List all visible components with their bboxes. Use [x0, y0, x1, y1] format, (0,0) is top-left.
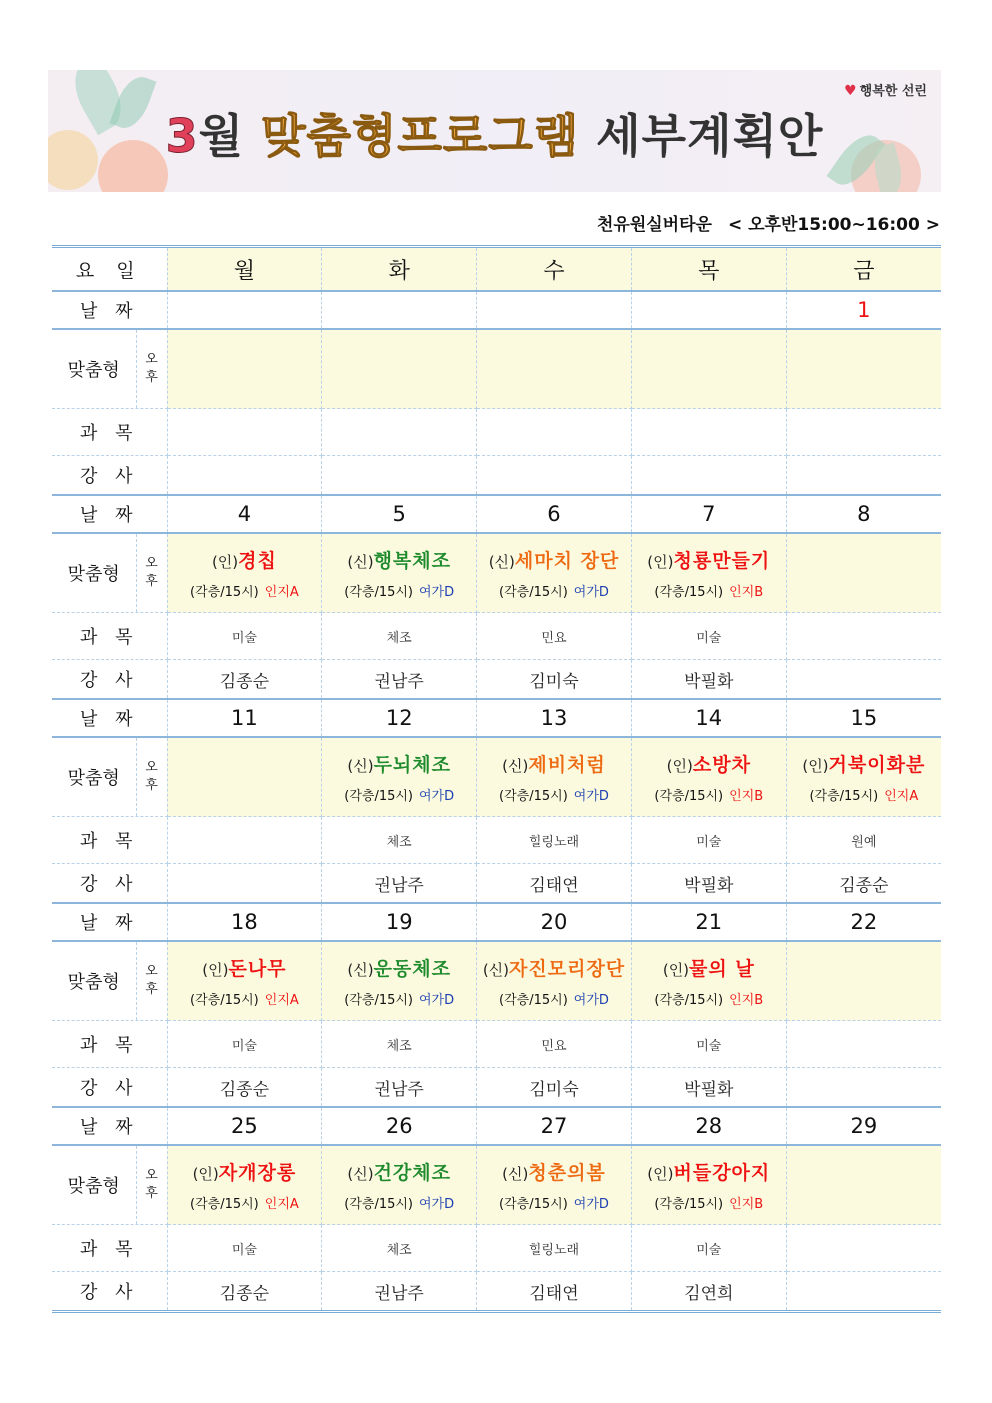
subject-cell: [786, 613, 941, 660]
date-cell: 4: [167, 495, 322, 533]
program-detail: [632, 785, 786, 804]
program-label-cell: [52, 737, 167, 817]
date-cell: 13: [477, 699, 632, 737]
teacher-row: [52, 456, 941, 496]
date-cell: 26: [322, 1107, 477, 1145]
program-name: 청춘의봄: [528, 1162, 606, 1184]
pm-bottom: 후: [145, 574, 158, 589]
program-category: 인지B: [729, 1197, 764, 1212]
program-detail: [168, 1193, 322, 1212]
date-cell: 21: [631, 903, 786, 941]
session-time: < 오후반15:00~16:00 >: [727, 215, 940, 235]
org-name: 천유원실버타운: [596, 215, 712, 235]
program-prefix: (인): [662, 961, 690, 979]
program-name: 두뇌체조: [373, 754, 451, 776]
subject-cell: 체조: [322, 1225, 477, 1272]
heart-icon: ♥: [844, 83, 857, 99]
date-cell: [477, 291, 632, 329]
subject-cell: 미술: [167, 1225, 322, 1272]
program-name: 제비처럼: [528, 754, 606, 776]
program-cell: [167, 1145, 322, 1225]
program-detail: [632, 1193, 786, 1212]
title-wol: 월: [198, 109, 245, 163]
subject-row: [52, 1225, 941, 1272]
program-cell: [167, 533, 322, 613]
subject-label: 과 목: [52, 409, 167, 456]
teacher-cell: 박필화: [631, 660, 786, 700]
teacher-cell: 권남주: [322, 1272, 477, 1312]
program-label-cell: [52, 533, 167, 613]
date-cell: 25: [167, 1107, 322, 1145]
program-label: 맞춤형: [67, 564, 120, 585]
program-cell: [322, 1145, 477, 1225]
program-cell: [322, 941, 477, 1021]
program-cell: [477, 1145, 632, 1225]
program-title: [168, 1158, 322, 1185]
program-title: [322, 750, 476, 777]
program-prefix: (신): [502, 1165, 529, 1183]
pm-top: 오: [145, 556, 158, 571]
teacher-cell: [786, 1272, 941, 1312]
teacher-cell: [322, 456, 477, 496]
program-cell: [477, 329, 632, 409]
program-detail: [322, 785, 476, 804]
program-category: 여가D: [573, 585, 609, 600]
teacher-label: 강 사: [52, 660, 167, 700]
program-title: [477, 954, 631, 981]
program-cell: [322, 737, 477, 817]
program-cell: [786, 941, 941, 1021]
subject-cell: 민요: [477, 1021, 632, 1068]
teacher-row: [52, 1272, 941, 1312]
program-label: 맞춤형: [67, 360, 120, 381]
program-time: (각층/15시): [809, 789, 879, 804]
program-time: (각층/15시): [190, 585, 259, 600]
schedule-table: [52, 245, 941, 1313]
teacher-label: 강 사: [52, 1272, 167, 1312]
program-detail: [168, 581, 322, 600]
program-prefix: (인): [211, 553, 239, 571]
pm-label: [136, 1146, 167, 1224]
teacher-cell: 김연희: [631, 1272, 786, 1312]
program-title: [322, 546, 476, 573]
program-label: 맞춤형: [67, 768, 120, 789]
subject-cell: 미술: [631, 1021, 786, 1068]
date-row: [52, 699, 941, 737]
pm-label: [136, 942, 167, 1020]
teacher-cell: 권남주: [322, 660, 477, 700]
program-category: 인지A: [264, 993, 299, 1008]
weekday-cell: 목: [631, 247, 786, 292]
program-prefix: (신): [488, 553, 515, 571]
teacher-cell: [477, 456, 632, 496]
subject-cell: 힐링노래: [477, 817, 632, 864]
subject-cell: 체조: [322, 817, 477, 864]
program-name: 자개장롱: [218, 1162, 297, 1184]
weekday-cell: 화: [322, 247, 477, 292]
subject-cell: 힐링노래: [477, 1225, 632, 1272]
date-cell: 15: [786, 699, 941, 737]
subject-cell: [322, 409, 477, 456]
subject-cell: [167, 409, 322, 456]
subject-cell: [167, 817, 322, 864]
subject-label: 과 목: [52, 1225, 167, 1272]
teacher-cell: 김종순: [786, 864, 941, 904]
program-time: (각층/15시): [344, 1197, 413, 1212]
subject-row: [52, 1021, 941, 1068]
program-prefix: (신): [482, 961, 510, 979]
subject-cell: [786, 409, 941, 456]
program-prefix: (신): [502, 757, 529, 775]
program-row: [52, 1145, 941, 1225]
date-cell: 29: [786, 1107, 941, 1145]
program-time: (각층/15시): [190, 1197, 259, 1212]
program-time: (각층/15시): [654, 789, 724, 804]
date-cell: 7: [631, 495, 786, 533]
subject-label: 과 목: [52, 613, 167, 660]
subject-cell: [631, 409, 786, 456]
date-row: [52, 903, 941, 941]
program-label-cell: [52, 941, 167, 1021]
teacher-cell: [786, 660, 941, 700]
program-row: [52, 737, 941, 817]
teacher-row: [52, 1068, 941, 1108]
program-detail: [632, 989, 786, 1008]
teacher-cell: [786, 456, 941, 496]
date-cell: 20: [477, 903, 632, 941]
date-cell: 11: [167, 699, 322, 737]
program-cell: [477, 533, 632, 613]
subject-row: [52, 613, 941, 660]
date-cell: 5: [322, 495, 477, 533]
pm-bottom: 후: [145, 1186, 158, 1201]
teacher-cell: [167, 456, 322, 496]
subject-cell: 원예: [786, 817, 941, 864]
program-title: [168, 546, 322, 573]
subject-cell: 민요: [477, 613, 632, 660]
subject-label: 과 목: [52, 1021, 167, 1068]
teacher-cell: 박필화: [631, 1068, 786, 1108]
date-cell: 8: [786, 495, 941, 533]
teacher-label: 강 사: [52, 1068, 167, 1108]
weekday-cell: 금: [786, 247, 941, 292]
program-time: (각층/15시): [499, 585, 568, 600]
title-program: 맞춤형프로그램: [261, 109, 580, 163]
program-name: 자진모리장단: [509, 958, 626, 980]
date-cell: 27: [477, 1107, 632, 1145]
subject-label: 과 목: [52, 817, 167, 864]
program-name: 버들강아지: [673, 1162, 771, 1184]
program-cell: [167, 737, 322, 817]
title-month: 3: [165, 109, 199, 163]
date-cell: 6: [477, 495, 632, 533]
pm-label: [136, 330, 167, 408]
teacher-cell: 김미숙: [477, 660, 632, 700]
weekday-label: 요 일: [52, 247, 167, 292]
program-prefix: (인): [647, 553, 674, 571]
program-prefix: (인): [647, 1165, 674, 1183]
program-category: 여가D: [573, 789, 609, 804]
weekday-cell: 수: [477, 247, 632, 292]
program-title: [168, 954, 322, 981]
date-label: 날 짜: [52, 903, 167, 941]
program-category: 여가D: [419, 585, 455, 600]
program-title: [632, 1158, 786, 1185]
program-time: (각층/15시): [344, 993, 413, 1008]
teacher-cell: 김종순: [167, 660, 322, 700]
program-name: 세마치 장단: [514, 550, 620, 572]
program-label: 맞춤형: [67, 972, 120, 993]
program-title: [477, 750, 631, 777]
teacher-cell: 김미숙: [477, 1068, 632, 1108]
program-time: (각층/15시): [499, 789, 568, 804]
title-plan: 세부계획안: [596, 109, 824, 163]
program-category: 인지A: [884, 789, 919, 804]
pm-label: [136, 534, 167, 612]
date-row: [52, 1107, 941, 1145]
program-cell: [631, 329, 786, 409]
program-cell: [786, 533, 941, 613]
program-row: [52, 329, 941, 409]
subject-cell: 체조: [322, 613, 477, 660]
brand-logo: [844, 80, 927, 99]
program-title: [477, 546, 631, 573]
program-cell: [167, 329, 322, 409]
program-category: 여가D: [419, 993, 455, 1008]
subject-cell: [477, 409, 632, 456]
teacher-cell: 권남주: [322, 864, 477, 904]
pm-top: 오: [145, 1168, 158, 1183]
date-cell: 28: [631, 1107, 786, 1145]
program-title: [787, 750, 941, 777]
program-prefix: (인): [192, 1165, 219, 1183]
date-label: 날 짜: [52, 291, 167, 329]
program-cell: [322, 329, 477, 409]
program-cell: [631, 1145, 786, 1225]
program-prefix: (신): [347, 961, 374, 979]
pm-bottom: 후: [145, 778, 158, 793]
pm-top: 오: [145, 760, 158, 775]
program-cell: [631, 533, 786, 613]
program-row: [52, 533, 941, 613]
date-cell: 18: [167, 903, 322, 941]
teacher-cell: 김종순: [167, 1068, 322, 1108]
subject-row: [52, 409, 941, 456]
program-category: 인지A: [264, 1197, 299, 1212]
program-prefix: (인): [202, 961, 229, 979]
program-detail: [168, 989, 322, 1008]
program-cell: [631, 941, 786, 1021]
teacher-cell: [631, 456, 786, 496]
program-name: 건강체조: [373, 1162, 451, 1184]
teacher-cell: 김종순: [167, 1272, 322, 1312]
page-title: [48, 100, 941, 166]
program-prefix: (인): [666, 757, 693, 775]
date-cell: 14: [631, 699, 786, 737]
date-cell: [167, 291, 322, 329]
teacher-cell: [167, 864, 322, 904]
program-title: [477, 1158, 631, 1185]
date-label: 날 짜: [52, 495, 167, 533]
program-time: (각층/15시): [344, 585, 413, 600]
program-time: (각층/15시): [344, 789, 413, 804]
date-cell: [631, 291, 786, 329]
program-detail: [632, 581, 786, 600]
program-name: 돈나무: [228, 958, 287, 980]
pm-top: 오: [145, 964, 158, 979]
program-time: (각층/15시): [654, 993, 724, 1008]
program-title: [632, 954, 786, 981]
pm-bottom: 후: [145, 370, 158, 385]
date-label: 날 짜: [52, 1107, 167, 1145]
subject-cell: 미술: [631, 1225, 786, 1272]
program-prefix: (신): [347, 1165, 374, 1183]
program-title: [632, 546, 786, 573]
title-banner: [48, 70, 941, 192]
teacher-cell: 박필화: [631, 864, 786, 904]
subject-cell: 미술: [631, 613, 786, 660]
program-title: [632, 750, 786, 777]
program-detail: [322, 581, 476, 600]
program-category: 인지B: [729, 993, 764, 1008]
program-detail: [477, 785, 631, 804]
subject-row: [52, 817, 941, 864]
program-name: 소방차: [692, 754, 751, 776]
date-label: 날 짜: [52, 699, 167, 737]
program-time: (각층/15시): [499, 1197, 568, 1212]
program-detail: [322, 1193, 476, 1212]
program-category: 여가D: [573, 993, 609, 1008]
teacher-row: [52, 660, 941, 700]
org-info: [597, 210, 940, 235]
subject-cell: 미술: [631, 817, 786, 864]
date-cell: 22: [786, 903, 941, 941]
date-cell: [322, 291, 477, 329]
program-cell: [477, 941, 632, 1021]
subject-cell: [786, 1225, 941, 1272]
weekday-row: [52, 247, 941, 292]
program-cell: [322, 533, 477, 613]
program-detail: [477, 1193, 631, 1212]
program-detail: [322, 989, 476, 1008]
program-time: (각층/15시): [190, 993, 259, 1008]
program-label-cell: [52, 1145, 167, 1225]
teacher-cell: [786, 1068, 941, 1108]
program-cell: [631, 737, 786, 817]
subject-cell: 미술: [167, 613, 322, 660]
program-cell: [477, 737, 632, 817]
program-prefix: (인): [802, 757, 829, 775]
teacher-cell: 권남주: [322, 1068, 477, 1108]
program-row: [52, 941, 941, 1021]
program-detail: [477, 581, 631, 600]
program-name: 거북이화분: [828, 754, 926, 776]
program-cell: [786, 1145, 941, 1225]
pm-label: [136, 738, 167, 816]
program-name: 물의 날: [689, 958, 755, 980]
program-category: 인지B: [729, 789, 764, 804]
program-category: 여가D: [419, 789, 455, 804]
subject-cell: [786, 1021, 941, 1068]
teacher-cell: 김태연: [477, 1272, 632, 1312]
program-cell: [167, 941, 322, 1021]
teacher-row: [52, 864, 941, 904]
pm-bottom: 후: [145, 982, 158, 997]
program-time: (각층/15시): [654, 1197, 724, 1212]
program-time: (각층/15시): [654, 585, 724, 600]
date-cell: 12: [322, 699, 477, 737]
pm-top: 오: [145, 352, 158, 367]
program-cell: [786, 329, 941, 409]
program-prefix: (신): [347, 757, 374, 775]
program-label-cell: [52, 329, 167, 409]
teacher-cell: 김태연: [477, 864, 632, 904]
date-row: [52, 291, 941, 329]
program-name: 행복체조: [373, 550, 451, 572]
program-time: (각층/15시): [499, 993, 568, 1008]
date-cell: 1: [786, 291, 941, 329]
program-cell: [786, 737, 941, 817]
teacher-label: 강 사: [52, 864, 167, 904]
program-category: 인지B: [729, 585, 764, 600]
program-label: 맞춤형: [67, 1176, 120, 1197]
subject-cell: 미술: [167, 1021, 322, 1068]
program-category: 여가D: [573, 1197, 609, 1212]
subject-cell: 체조: [322, 1021, 477, 1068]
program-prefix: (신): [347, 553, 374, 571]
program-name: 청룡만들기: [673, 550, 771, 572]
weekday-cell: 월: [167, 247, 322, 292]
program-category: 여가D: [419, 1197, 455, 1212]
program-detail: [787, 785, 941, 804]
program-detail: [477, 989, 631, 1008]
date-cell: 19: [322, 903, 477, 941]
date-row: [52, 495, 941, 533]
teacher-label: 강 사: [52, 456, 167, 496]
program-title: [322, 954, 476, 981]
program-category: 인지A: [264, 585, 299, 600]
brand-name: 행복한 선린: [859, 84, 927, 99]
program-name: 경칩: [238, 550, 277, 572]
program-title: [322, 1158, 476, 1185]
program-name: 운동체조: [373, 958, 451, 980]
